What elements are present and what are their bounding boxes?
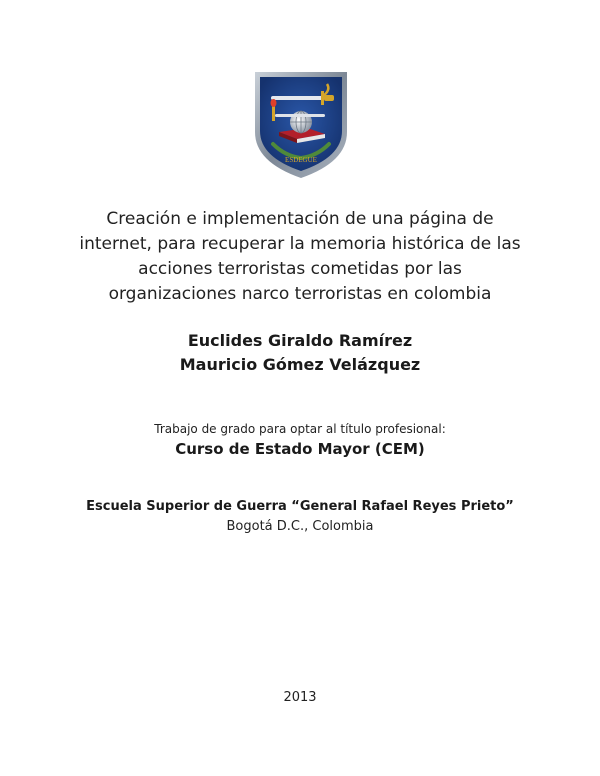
school-name: Escuela Superior de Guerra “General Rafael Reyes Prieto” (86, 499, 514, 514)
authors (0, 329, 600, 377)
document-title (0, 207, 600, 307)
course-name: Curso de Estado Mayor (CEM) (175, 440, 425, 458)
author-name: Euclides Giraldo Ramírez (187, 331, 413, 350)
title-line: organizaciones narco terroristas en colombia (108, 284, 492, 304)
author-name: Mauricio Gómez Velázquez (179, 355, 421, 374)
military-school-shield-icon (251, 70, 351, 180)
thesis-label: Trabajo de grado para optar al título profesional: (154, 422, 446, 436)
title-line: acciones terroristas cometidas por las (138, 259, 462, 279)
city: Bogotá D.C., Colombia (226, 519, 374, 534)
title-line: internet, para recuperar la memoria histórica de las (79, 234, 521, 254)
year: 2013 (283, 690, 317, 705)
title-line: Creación e implementación de una página de (106, 209, 494, 229)
svg-text:ESDEGUE: ESDEGUE (285, 156, 317, 164)
